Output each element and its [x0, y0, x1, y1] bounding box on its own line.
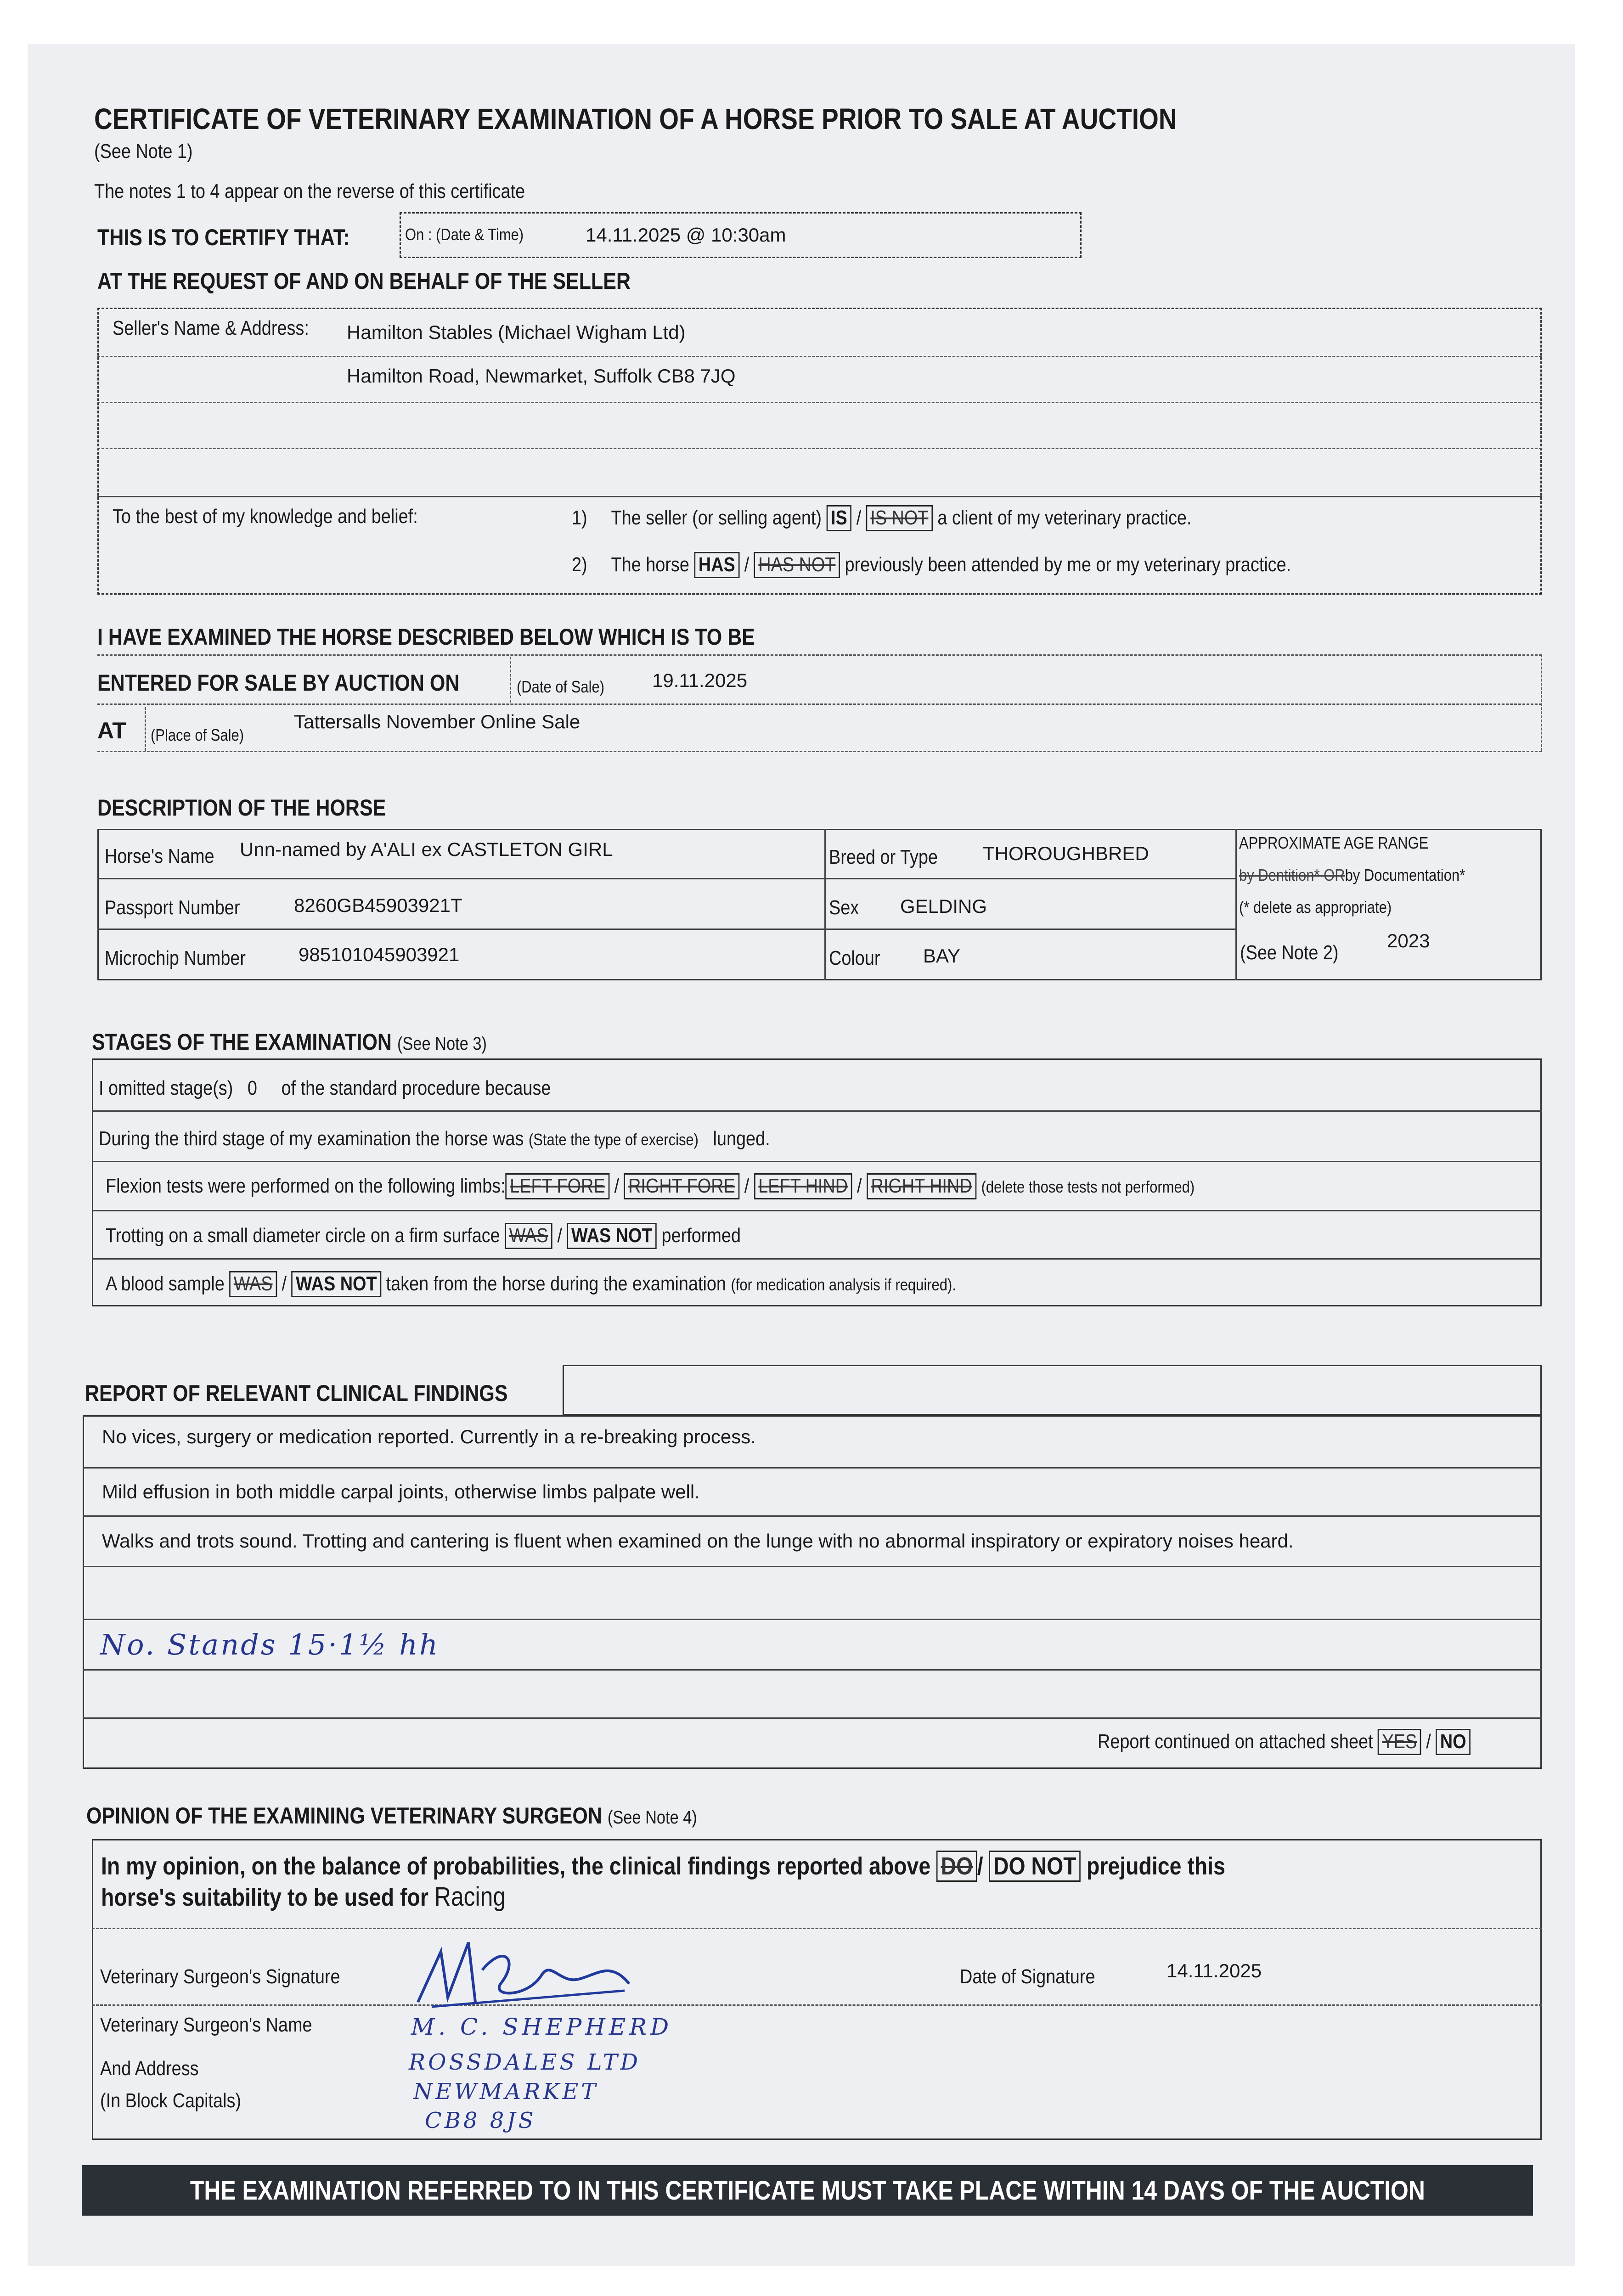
- trot-was-option[interactable]: WAS: [505, 1223, 552, 1249]
- age-note: (* delete as appropriate): [1239, 898, 1392, 917]
- continued-yes-option[interactable]: YES: [1378, 1729, 1421, 1755]
- opinion-statement-2: horse's suitability to be used for Racing: [101, 1882, 506, 1912]
- blood-was-not-option[interactable]: WAS NOT: [292, 1271, 382, 1297]
- certificate-title: CERTIFICATE OF VETERINARY EXAMINATION OF A HORSE PRIOR TO SALE AT AUCTION: [94, 102, 1177, 135]
- intended-use[interactable]: Racing: [434, 1882, 506, 1912]
- breed-value[interactable]: THOROUGHBRED: [983, 843, 1149, 864]
- sex-value[interactable]: GELDING: [900, 895, 987, 917]
- date-of-sale-value[interactable]: 19.11.2025: [652, 670, 748, 691]
- colour-value[interactable]: BAY: [923, 945, 960, 967]
- vet-name-value[interactable]: M. C. SHEPHERD: [411, 2014, 673, 2040]
- is-option[interactable]: IS: [827, 505, 852, 531]
- exercise-value[interactable]: lunged.: [713, 1127, 770, 1150]
- notes-line: The notes 1 to 4 appear on the reverse of this certificate: [94, 180, 525, 203]
- continued-no-option[interactable]: NO: [1436, 1729, 1471, 1755]
- flexion-tests: Flexion tests were performed on the following limbs: LEFT FORE / RIGHT FORE / LEFT HIND / RIGHT HIND (delete those tests not performed): [106, 1173, 1372, 1199]
- address-line-1[interactable]: ROSSDALES LTD: [409, 2049, 641, 2075]
- see-note-1: (See Note 1): [94, 140, 193, 163]
- address-line-2[interactable]: NEWMARKET: [413, 2079, 599, 2105]
- finding-3[interactable]: Walks and trots sound. Trotting and cantering is fluent when examined on the lunge with no abnormal inspiratory or expiratory noises heard.: [102, 1530, 1294, 1552]
- report-continued: Report continued on attached sheet YES / NO: [1098, 1729, 1531, 1755]
- left-fore-option[interactable]: LEFT FORE: [506, 1173, 609, 1199]
- examined-label: I HAVE EXAMINED THE HORSE DESCRIBED BELOW WHICH IS TO BE: [97, 624, 755, 650]
- third-stage: During the third stage of my examination the horse was (State the type of exercise) lunged.: [99, 1127, 770, 1150]
- opinion-statement: In my opinion, on the balance of probabilities, the clinical findings reported above DO / DO NOT prejudice this: [101, 1851, 1408, 1882]
- date-of-sale-label: (Date of Sale): [517, 677, 605, 696]
- seller-name[interactable]: Hamilton Stables (Michael Wigham Ltd): [347, 321, 686, 343]
- handwritten-finding[interactable]: No. Stands 15·1½ hh: [100, 1628, 440, 1661]
- age-range-label: APPROXIMATE AGE RANGE: [1239, 833, 1429, 852]
- microchip-label: Microchip Number: [105, 947, 246, 969]
- right-hind-option[interactable]: RIGHT HIND: [867, 1173, 976, 1199]
- seller-label: Seller's Name & Address:: [113, 317, 309, 339]
- address-line-3[interactable]: CB8 8JS: [425, 2108, 536, 2133]
- blood-sample-line: A blood sample WAS / WAS NOT taken from the horse during the examination (for medication analysis if required).: [106, 1271, 1094, 1297]
- omitted-value[interactable]: 0: [247, 1077, 257, 1099]
- place-of-sale-value[interactable]: Tattersalls November Online Sale: [294, 711, 580, 732]
- place-of-sale-label: (Place of Sale): [151, 726, 244, 744]
- at-label: AT: [97, 718, 126, 743]
- age-dentition-struck[interactable]: by Dentition* OR: [1239, 866, 1345, 884]
- report-heading-field: [563, 1365, 1542, 1415]
- colour-label: Colour: [829, 947, 880, 969]
- opinion-heading: OPINION OF THE EXAMINING VETERINARY SURGEON (See Note 4): [86, 1803, 697, 1829]
- signature-date-value[interactable]: 14.11.2025: [1167, 1960, 1262, 1981]
- statement-1: 1) The seller (or selling agent) IS / IS NOT a client of my veterinary practice.: [572, 505, 1292, 531]
- has-option[interactable]: HAS: [694, 552, 739, 578]
- left-hind-option[interactable]: LEFT HIND: [754, 1173, 852, 1199]
- seller-address[interactable]: Hamilton Road, Newmarket, Suffolk CB8 7JQ: [347, 365, 736, 387]
- signature-date-label: Date of Signature: [960, 1965, 1095, 1988]
- signature-label: Veterinary Surgeon's Signature: [100, 1965, 340, 1988]
- finding-2[interactable]: Mild effusion in both middle carpal joints, otherwise limbs palpate well.: [102, 1481, 700, 1503]
- passport-value[interactable]: 8260GB45903921T: [294, 895, 462, 916]
- description-heading: DESCRIPTION OF THE HORSE: [97, 795, 386, 821]
- breed-label: Breed or Type: [829, 846, 938, 868]
- sex-label: Sex: [829, 896, 859, 919]
- request-label: AT THE REQUEST OF AND ON BEHALF OF THE SELLER: [97, 268, 631, 294]
- certify-label: THIS IS TO CERTIFY THAT:: [97, 225, 350, 250]
- passport-label: Passport Number: [105, 896, 240, 919]
- has-not-option[interactable]: HAS NOT: [754, 552, 840, 578]
- age-value[interactable]: 2023: [1387, 930, 1430, 951]
- right-fore-option[interactable]: RIGHT FORE: [624, 1173, 740, 1199]
- blood-was-option[interactable]: WAS: [229, 1271, 277, 1297]
- vet-signature[interactable]: [413, 1933, 652, 2011]
- horse-name-label: Horse's Name: [105, 845, 214, 867]
- vet-name-label: Veterinary Surgeon's Name: [100, 2014, 312, 2036]
- footer-banner: THE EXAMINATION REFERRED TO IN THIS CERTIFICATE MUST TAKE PLACE WITHIN 14 DAYS OF THE AUCTION: [82, 2165, 1533, 2216]
- horse-name-value[interactable]: Unn-named by A'ALI ex CASTLETON GIRL: [240, 838, 613, 860]
- finding-1[interactable]: No vices, surgery or medication reported. Currently in a re-breaking process.: [102, 1426, 756, 1447]
- on-date-value: 14.11.2025 @ 10:30am: [586, 224, 786, 246]
- see-note-2: (See Note 2): [1240, 941, 1339, 964]
- is-not-option[interactable]: IS NOT: [866, 505, 933, 531]
- trot-was-not-option[interactable]: WAS NOT: [567, 1223, 657, 1249]
- address-label-2: (In Block Capitals): [100, 2089, 242, 2112]
- knowledge-label: To the best of my knowledge and belief:: [113, 505, 418, 528]
- on-date-label: On : (Date & Time): [405, 225, 524, 244]
- report-heading: REPORT OF RELEVANT CLINICAL FINDINGS: [85, 1380, 508, 1406]
- age-method: by Dentition* ORby Documentation*: [1239, 866, 1465, 884]
- statement-2: 2) The horse HAS / HAS NOT previously been attended by me or my veterinary practice.: [572, 552, 1408, 578]
- stages-heading: STAGES OF THE EXAMINATION (See Note 3): [92, 1029, 487, 1055]
- microchip-value[interactable]: 985101045903921: [299, 944, 460, 965]
- trotting-line: Trotting on a small diameter circle on a firm surface WAS / WAS NOT performed: [106, 1223, 844, 1249]
- do-not-option[interactable]: DO NOT: [989, 1851, 1081, 1882]
- omitted-stages: I omitted stage(s) 0 of the standard procedure because: [99, 1077, 551, 1099]
- do-option[interactable]: DO: [936, 1851, 977, 1882]
- entered-label: ENTERED FOR SALE BY AUCTION ON: [97, 670, 460, 696]
- address-label: And Address: [100, 2057, 199, 2080]
